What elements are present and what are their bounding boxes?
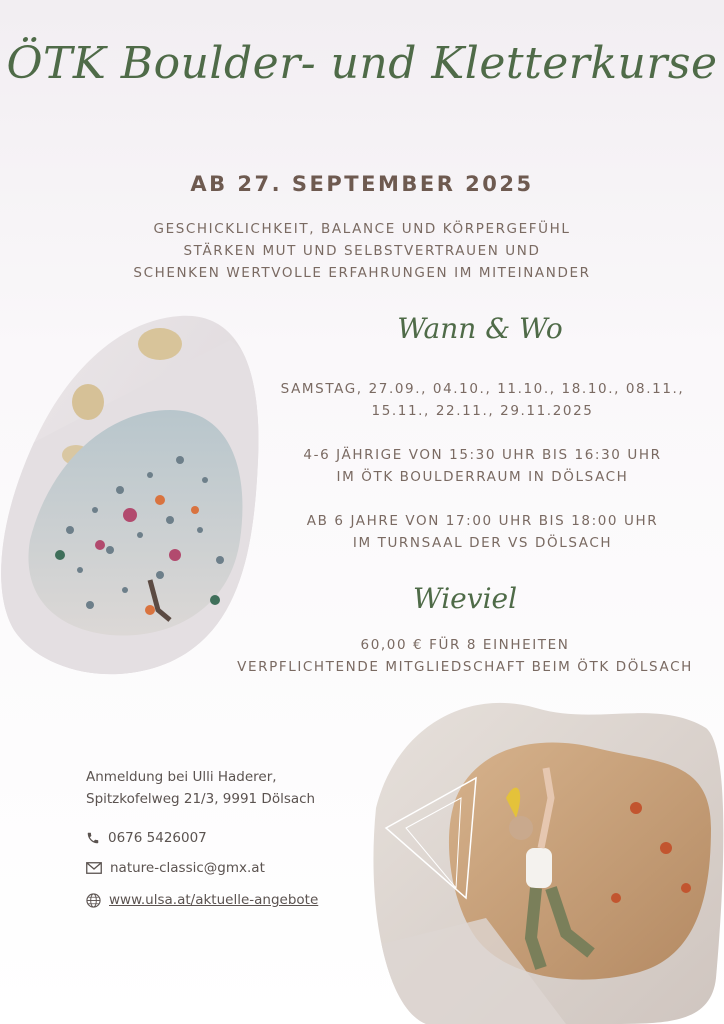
email-address[interactable]: nature-classic@gmx.at xyxy=(110,860,265,876)
intro-line: GESCHICKLICHKEIT, BALANCE UND KÖRPERGEFÜHL xyxy=(153,221,571,237)
intro-text xyxy=(0,218,724,284)
price-info xyxy=(220,634,710,678)
phone-row xyxy=(86,830,207,846)
intro-line: STÄRKEN MUT UND SELBSTVERTRAUEN UND xyxy=(183,243,541,259)
price-line: VERPFLICHTENDE MITGLIEDSCHAFT BEIM ÖTK DÖLSACH xyxy=(237,659,693,675)
phone-icon xyxy=(86,831,100,845)
dates-line: 15.11., 22.11., 29.11.2025 xyxy=(371,403,594,419)
group-line: IM ÖTK BOULDERRAUM IN DÖLSACH xyxy=(336,469,629,485)
group-older xyxy=(280,510,685,554)
course-dates xyxy=(280,378,685,422)
intro-line: SCHENKEN WERTVOLLE ERFAHRUNGEN IM MITEINANDER xyxy=(133,265,591,281)
schedule-heading: Wann & Wo xyxy=(397,312,563,345)
climbing-wall-photo-right xyxy=(366,688,724,1024)
registration-line: Anmeldung bei Ulli Haderer, xyxy=(86,769,277,785)
price-line: 60,00 € FÜR 8 EINHEITEN xyxy=(360,637,570,653)
group-line: 4-6 JÄHRIGE VON 15:30 UHR BIS 16:30 UHR xyxy=(303,447,662,463)
group-line: IM TURNSAAL DER VS DÖLSACH xyxy=(352,535,613,551)
group-young xyxy=(280,444,685,488)
group-line: AB 6 JAHRE VON 17:00 UHR BIS 18:00 UHR xyxy=(306,513,659,529)
phone-number[interactable]: 0676 5426007 xyxy=(108,830,207,846)
mail-icon xyxy=(86,862,102,874)
climbing-wall-photo-left xyxy=(0,310,265,680)
registration-info xyxy=(86,766,315,810)
page-title: ÖTK Boulder- und Kletterkurse xyxy=(6,38,718,89)
price-heading: Wieviel xyxy=(412,582,518,615)
globe-icon xyxy=(86,893,101,908)
email-row xyxy=(86,860,265,876)
dates-line: SAMSTAG, 27.09., 04.10., 11.10., 18.10., 08.11., xyxy=(280,381,685,397)
website-link[interactable]: www.ulsa.at/aktuelle-angebote xyxy=(109,892,319,908)
registration-line: Spitzkofelweg 21/3, 9991 Dölsach xyxy=(86,791,316,807)
start-date: AB 27. SEPTEMBER 2025 xyxy=(190,172,534,196)
website-row xyxy=(86,892,318,908)
